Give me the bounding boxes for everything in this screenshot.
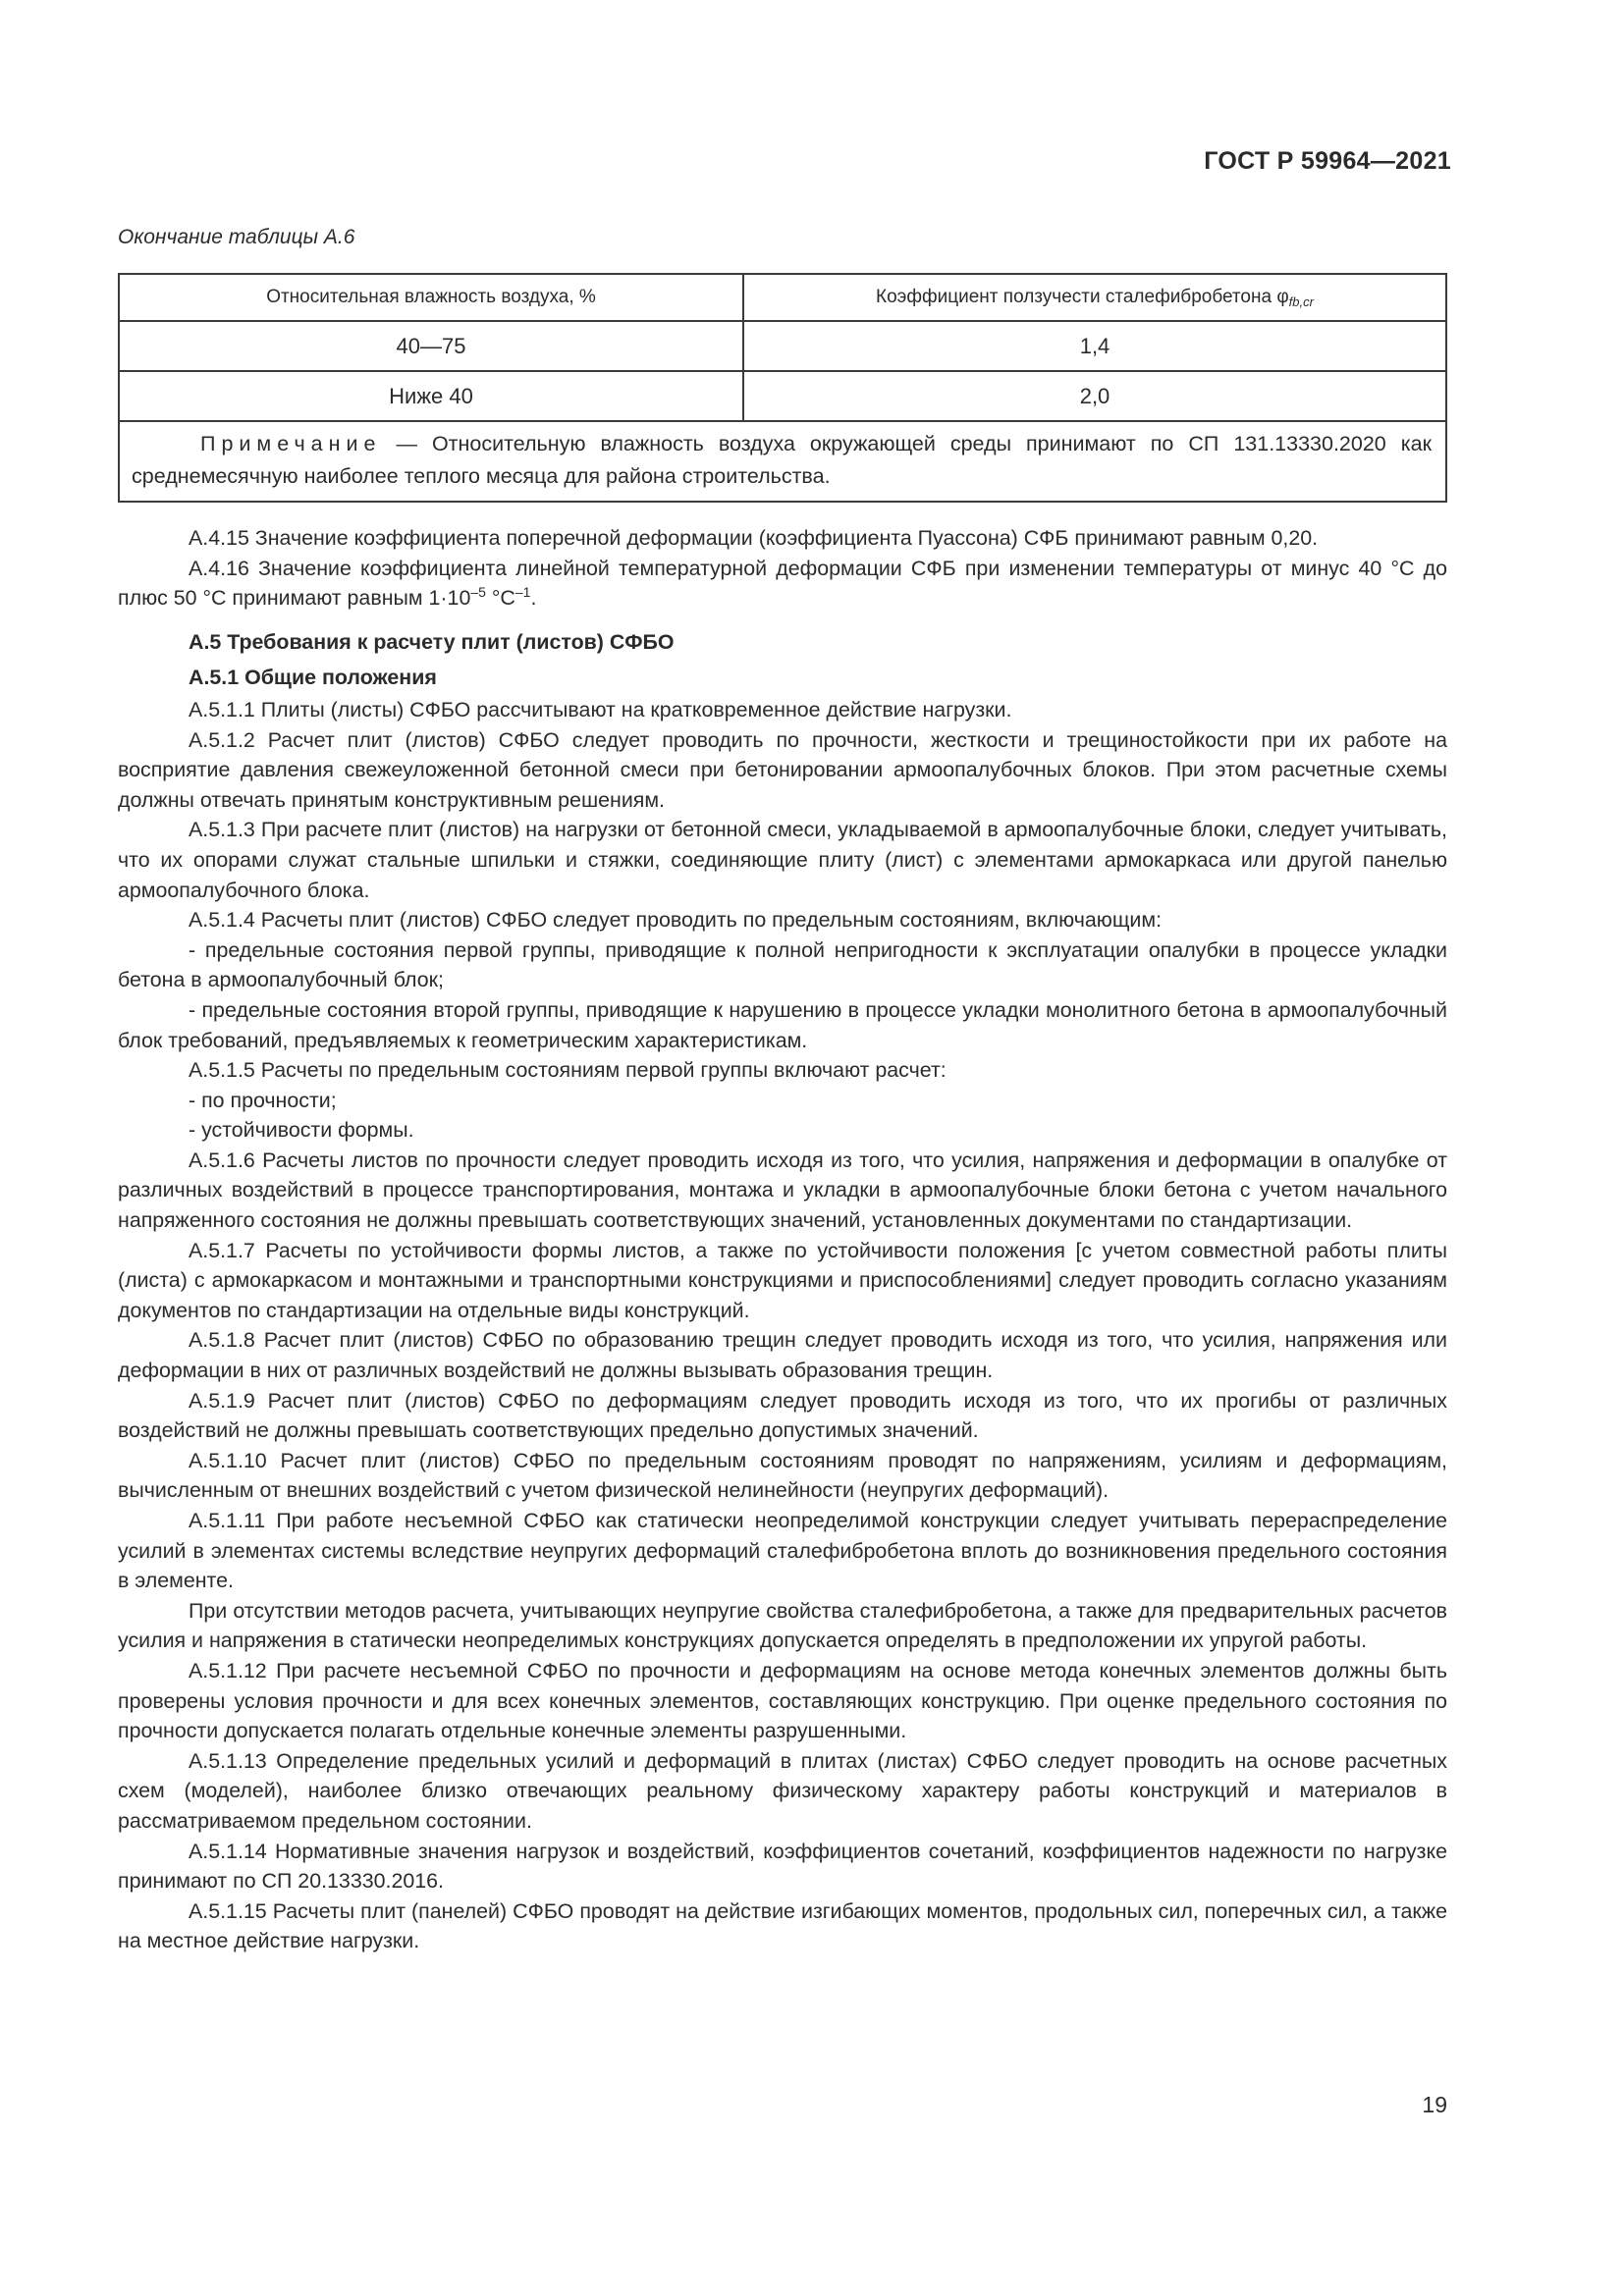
column-header-humidity: Относительная влажность воздуха, % [119, 274, 743, 321]
paragraph-a5-1-15: А.5.1.15 Расчеты плит (панелей) СФБО проводят на действие изгибающих моментов, продольных сил, поперечных сил, а также на местное действие нагрузки. [118, 1898, 1447, 1953]
column-header-creep-label: Коэффициент ползучести сталефибробетона φ [876, 286, 1289, 307]
note-text: — Относительную влажность воздуха окружающей среды принимают по СП 131.13330.2020 как среднемесячную наиболее теплого месяца для района строительства. [132, 432, 1432, 488]
list-item: - устойчивости формы. [189, 1118, 414, 1143]
note-label: Примечание [200, 432, 382, 455]
page-number: 19 [1422, 2092, 1447, 2117]
table-caption: Окончание таблицы А.6 [118, 226, 355, 248]
paragraph-a5-1-7: А.5.1.7 Расчеты по устойчивости формы листов, а также по устойчивости положения [с учетом совместной работы плиты (листа) с армокаркасом и монтажными и транспортными конструкциями и приспособлениями] следует проводить согласно указаниям документов по стандартизации на отдельные виды конструкций. [118, 1238, 1447, 1322]
a4-16-text: А.4.16 Значение коэффициента линейной температурной деформации СФБ при изменении температуры от минус 40 °С до плюс 50 °С принимают равным 1·10 [118, 556, 1447, 611]
paragraph-a5-1-6: А.5.1.6 Расчеты листов по прочности следует проводить исходя из того, что усилия, напряжения и деформации в опалубке от различных воздействий в процессе транспортирования, монтажа и укладки в армоопалубочные блоки бетона с учетом начального напряженного состояния не должны превышать соответствующих значений, установленных документами по стандартизации. [118, 1148, 1447, 1233]
list-item: - предельные состояния второй группы, приводящие к нарушению в процессе укладки монолитного бетона в армоопалубочный блок требований, предъявляемых к геометрическим характеристикам. [118, 997, 1447, 1052]
table-header-row [119, 274, 1446, 321]
a4-16-unit: °С [485, 586, 515, 611]
list-item: - по прочности; [189, 1088, 337, 1112]
paragraph-a5-1-4: А.5.1.4 Расчеты плит (листов) СФБО следует проводить по предельным состояниям, включающим: [189, 908, 1163, 933]
a4-16-end: . [530, 586, 537, 611]
paragraph-a5-1-9: А.5.1.9 Расчет плит (листов) СФБО по деформациям следует проводить исходя из того, что их прогибы от различных воздействий не должны превышать соответствующих предельно допустимых значений. [118, 1388, 1447, 1443]
cell-humidity: 40—75 [119, 321, 743, 371]
paragraph-a4-16 [118, 554, 1447, 614]
section-heading-a5-1: А.5.1 Общие положения [189, 666, 437, 690]
document-body [118, 523, 1447, 1956]
paragraph-a5-1-13: А.5.1.13 Определение предельных усилий и деформаций в плитах (листах) СФБО следует проводить на основе расчетных схем (моделей), наиболее близко отвечающих реальному физическому характеру работы конструкций и материалов в рассматриваемом предельном состоянии. [118, 1748, 1447, 1833]
paragraph-a5-1-11-continued: При отсутствии методов расчета, учитывающих неупругие свойства сталефибробетона, а также для предварительных расчетов усилия и напряжения в статически неопределимых конструкциях допускается определять в предположении их упругой работы. [118, 1598, 1447, 1653]
table-row [119, 321, 1446, 371]
paragraph-a5-1-5: А.5.1.5 Расчеты по предельным состояниям первой группы включают расчет: [189, 1058, 947, 1083]
table-note-row [119, 421, 1446, 502]
list-item: - предельные состояния первой группы, приводящие к полной непригодности к эксплуатации опалубки в процессе укладки бетона в армоопалубочный блок; [118, 937, 1447, 992]
cell-humidity: Ниже 40 [119, 371, 743, 421]
table-note [119, 421, 1446, 502]
cell-coefficient: 2,0 [743, 371, 1446, 421]
paragraph-a5-1-1: А.5.1.1 Плиты (листы) СФБО рассчитывают на кратковременное действие нагрузки. [189, 697, 1012, 721]
a4-16-exponent-1: –5 [470, 584, 486, 601]
table-row [119, 371, 1446, 421]
cell-coefficient: 1,4 [743, 321, 1446, 371]
paragraph-a5-1-3: А.5.1.3 При расчете плит (листов) на нагрузки от бетонной смеси, укладываемой в армоопалубочные блоки, следует учитывать, что их опорами служат стальные шпильки и стяжки, соединяющие плиту (лист) с элементами армокаркаса или другой панелью армоопалубочного блока. [118, 818, 1447, 902]
creep-coefficient-subscript: fb,cr [1288, 294, 1314, 309]
paragraph-a5-1-14: А.5.1.14 Нормативные значения нагрузок и воздействий, коэффициентов сочетаний, коэффициентов надежности по нагрузке принимают по СП 20.13330.2016. [118, 1839, 1447, 1894]
paragraph-a5-1-10: А.5.1.10 Расчет плит (листов) СФБО по предельным состояниям проводят по напряжениям, усилиям и деформациям, вычисленным от внешних воздействий с учетом физической нелинейности (неупругих деформаций). [118, 1448, 1447, 1503]
column-header-creep-coefficient [743, 274, 1446, 321]
paragraph-a5-1-11: А.5.1.11 При работе несъемной СФБО как статически неопределимой конструкции следует учитывать перераспределение усилий в элементах системы вследствие неупругих деформаций сталефибробетона вплоть до возникновения предельного состояния в элементе. [118, 1509, 1447, 1593]
document-number: ГОСТ Р 59964—2021 [1204, 147, 1451, 175]
paragraph-a4-15: А.4.15 Значение коэффициента поперечной деформации (коэффициента Пуассона) СФБ принимают равным 0,20. [189, 526, 1319, 550]
paragraph-a5-1-12: А.5.1.12 При расчете несъемной СФБО по прочности и деформациям на основе метода конечных элементов должны быть проверены условия прочности и для всех конечных элементов, составляющих конструкцию. При оценке предельного состояния по прочности допускается полагать отдельные конечные элементы разрушенными. [118, 1658, 1447, 1743]
paragraph-a5-1-8: А.5.1.8 Расчет плит (листов) СФБО по образованию трещин следует проводить исходя из того, что усилия, напряжения или деформации в них от различных воздействий не должны вызывать образования трещин. [118, 1328, 1447, 1383]
a4-16-exponent-2: –1 [514, 584, 531, 601]
paragraph-a5-1-2: А.5.1.2 Расчет плит (листов) СФБО следует проводить по прочности, жесткости и трещиностойкости при их работе на восприятие давления свежеуложенной бетонной смеси при бетонировании армоопалубочных блоков. При этом расчетные схемы должны отвечать принятым конструктивным решениям. [118, 727, 1447, 812]
section-heading-a5: А.5 Требования к расчету плит (листов) СФБО [189, 629, 675, 654]
creep-coefficient-table [118, 273, 1447, 503]
